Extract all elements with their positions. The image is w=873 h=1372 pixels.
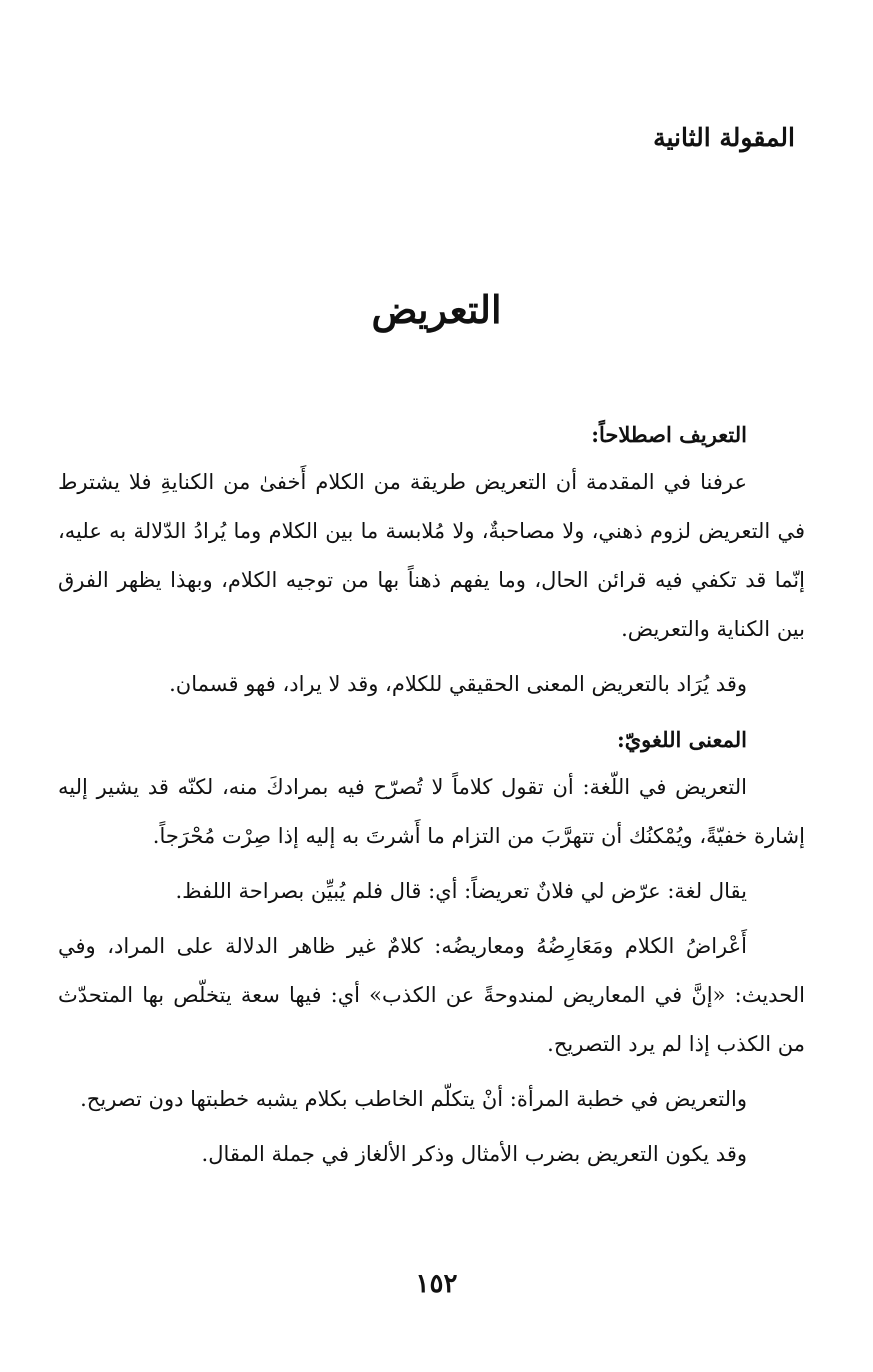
paragraph: وقد يُرَاد بالتعريض المعنى الحقيقي للكلام، وقد لا يراد، فهو قسمان. (169, 672, 747, 696)
chapter-title (0, 282, 873, 338)
paragraph: والتعريض في خطبة المرأة: أنْ يتكلّم الخاطب بكلام يشبه خطبتها دون تصريح. (80, 1087, 747, 1111)
paragraph: التعريض في اللّغة: أن تقول كلاماً لا تُصرّح فيه بمرادكَ منه، لكنّه قد يشير إليه إشارة خفيّةً، ويُمْكنُك أن تتهرَّبَ من التزام ما أَشرتَ به إليه إذا صِرْت مُحْرَجاً. (58, 775, 805, 848)
paragraph: أَعْراضُ الكلام ومَعَارِضُهُ ومعاريضُه: كلامٌ غير ظاهر الدلالة على المراد، وفي الحديث: «إنَّ في المعاريض لمندوحةً عن الكذب» أي: فيها سعة يتخلّص بها المتحدّث من الكذب إذا لم يرد التصريح. (58, 934, 805, 1056)
paragraph: وقد يكون التعريض بضرب الأمثال وذكر الألغاز في جملة المقال. (201, 1142, 747, 1166)
paragraph: يقال لغة: عرّض لي فلانٌ تعريضاً: أي: قال فلم يُبيِّن بصراحة اللفظ. (175, 879, 747, 903)
section-heading-linguistic: المعنى اللغويّ: (616, 727, 747, 752)
chapter-title-text: التعريض (371, 287, 502, 332)
paragraph: عرفنا في المقدمة أن التعريض طريقة من الكلام أَخفىٰ من الكنايةِ فلا يشترط في التعريض لزوم ذهني، ولا مصاحبةٌ، ولا مُلابسة ما بين الكلام وما يُرادُ الدّلالة به عليه، إنّما قد تكفي فيه قرائن الحال، وما يفهم ذهناً بها من توجيه الكلام، وبهذا يظهر الفرق بين الكناية والتعريض. (58, 470, 805, 641)
page-number: ١٥٢ (415, 1269, 458, 1299)
running-head: المقولة الثانية (653, 123, 795, 152)
body-text (58, 412, 805, 1179)
section-heading-definition: التعريف اصطلاحاً: (591, 422, 747, 447)
